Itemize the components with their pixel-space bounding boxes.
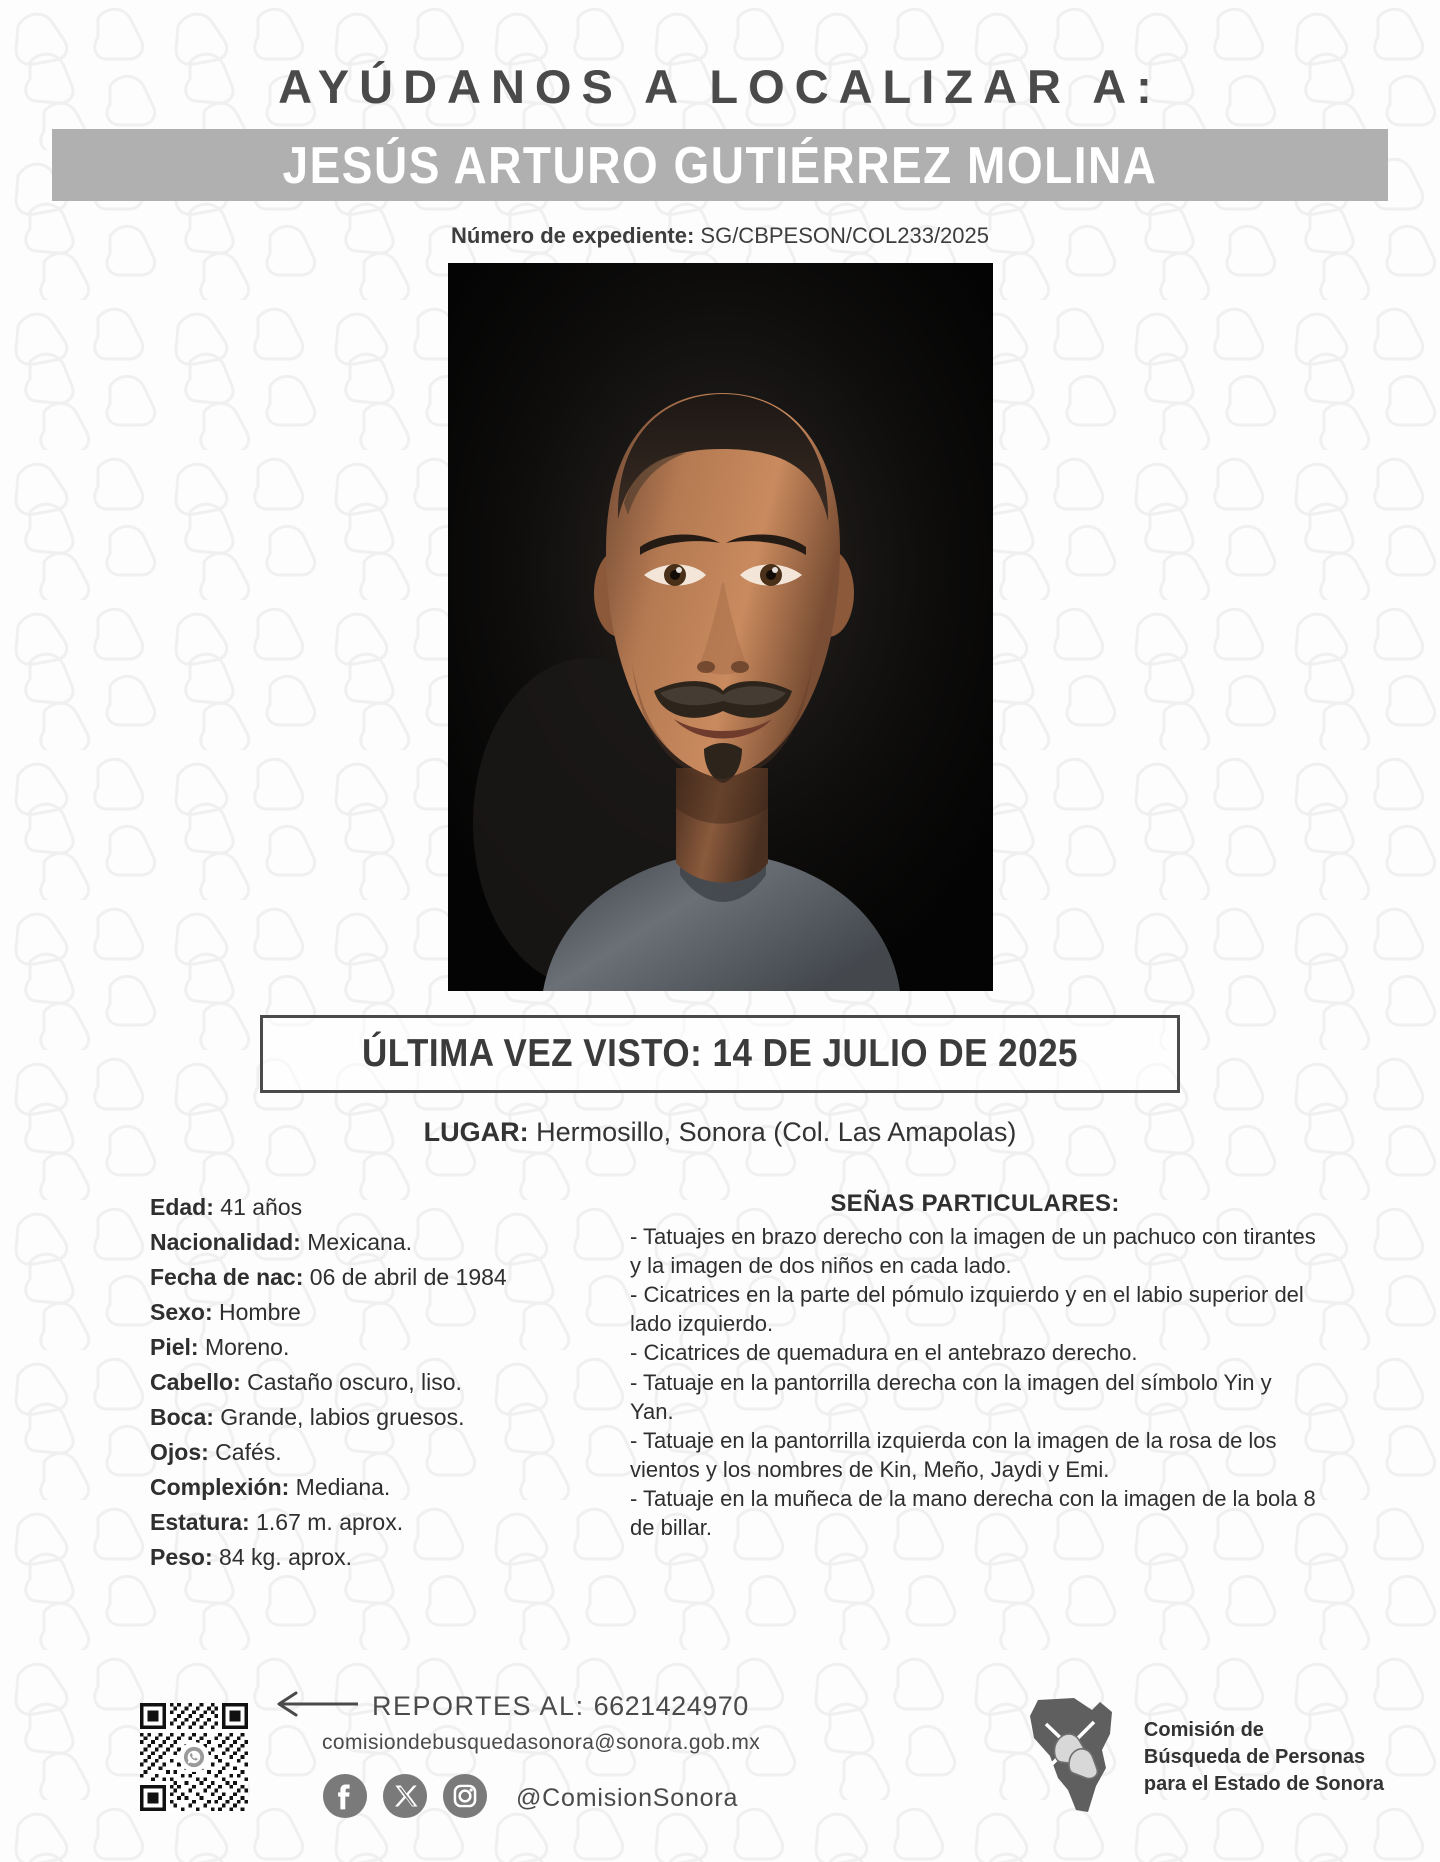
detail-label: Complexión:: [150, 1473, 290, 1500]
case-number: [24, 223, 1416, 249]
detail-row: [150, 1540, 620, 1575]
instagram-icon[interactable]: [442, 1773, 488, 1824]
detail-label: Edad:: [150, 1194, 214, 1221]
detail-value: Moreno.: [204, 1334, 290, 1361]
brand-line-1: Comisión de: [1143, 1718, 1264, 1741]
distinguishing-mark-item: - Tatuajes en brazo derecho con la imagen de un pachuco con tirantes y la imagen de dos niños en cada lado.: [630, 1224, 1316, 1279]
detail-value: Cafés.: [215, 1439, 282, 1466]
detail-row: [150, 1470, 620, 1505]
qr-code[interactable]: [140, 1703, 248, 1811]
brand-line-2: Búsqueda de Personas: [1143, 1745, 1366, 1768]
distinguishing-mark-item: - Tatuaje en la pantorrilla derecha con la imagen del símbolo Yin y Yan.: [630, 1369, 1272, 1424]
detail-row: [150, 1330, 620, 1365]
social-handle[interactable]: @ComisionSonora: [516, 1784, 739, 1812]
detail-row: [150, 1260, 620, 1295]
reports-phone[interactable]: 6621424970: [593, 1691, 749, 1721]
detail-row: [150, 1400, 620, 1435]
last-seen-text: ÚLTIMA VEZ VISTO: 14 DE JULIO DE 2025: [361, 1032, 1079, 1076]
detail-value: Hombre: [219, 1299, 301, 1326]
contact-email[interactable]: comisiondebusquedasonora@sonora.gob.mx: [322, 1731, 761, 1754]
institution-brand: [1022, 1694, 1394, 1821]
last-seen-box: [260, 1015, 1180, 1093]
detail-row: [150, 1505, 620, 1540]
case-number-label: Número de expediente:: [451, 223, 695, 249]
whatsapp-icon: [179, 1742, 209, 1772]
place-label: LUGAR:: [423, 1117, 529, 1148]
detail-value: Mexicana.: [307, 1229, 413, 1256]
last-seen-place: [24, 1117, 1416, 1148]
x-twitter-icon[interactable]: [382, 1773, 428, 1824]
details-section: [24, 1190, 1416, 1574]
detail-value: Grande, labios gruesos.: [220, 1404, 465, 1431]
detail-row: [150, 1435, 620, 1470]
detail-value: Mediana.: [295, 1473, 391, 1500]
detail-label: Cabello:: [150, 1369, 241, 1396]
distinguishing-marks-section: [620, 1190, 1320, 1541]
detail-row: [150, 1190, 620, 1225]
distinguishing-mark-item: - Cicatrices de quemadura en el antebrazo derecho.: [630, 1340, 1138, 1366]
detail-value: Castaño oscuro, liso.: [247, 1369, 462, 1396]
detail-label: Ojos:: [150, 1439, 209, 1466]
detail-value: 06 de abril de 1984: [309, 1264, 507, 1291]
facebook-icon[interactable]: [322, 1773, 368, 1824]
reports-label: [372, 1691, 749, 1722]
institution-name: [1144, 1717, 1384, 1798]
detail-row: [150, 1365, 620, 1400]
distinguishing-marks-title: SEÑAS PARTICULARES:: [830, 1190, 1120, 1218]
sonora-state-map-hands-logo: [1022, 1694, 1130, 1821]
detail-value: 1.67 m. aprox.: [256, 1508, 404, 1535]
reports-row: [274, 1690, 1022, 1723]
contact-block: [248, 1690, 1022, 1824]
place-value: Hermosillo, Sonora (Col. Las Amapolas): [536, 1117, 1017, 1148]
detail-label: Fecha de nac:: [150, 1264, 304, 1291]
detail-label: Estatura:: [150, 1508, 250, 1535]
detail-label: Boca:: [150, 1404, 214, 1431]
distinguishing-mark-item: - Tatuaje en la pantorrilla izquierda con la imagen de la rosa de los vientos y los nombres de Kin, Meño, Jaydi y Emi.: [630, 1427, 1277, 1482]
detail-row: [150, 1295, 620, 1330]
detail-value: 41 años: [220, 1194, 303, 1221]
reports-text: REPORTES AL:: [372, 1691, 585, 1721]
physical-description-list: [150, 1190, 620, 1574]
person-name-band: [52, 129, 1388, 201]
missing-person-photo: [448, 263, 993, 991]
page-title: AYÚDANOS A LOCALIZAR A:: [278, 60, 1162, 113]
detail-label: Sexo:: [150, 1299, 213, 1326]
detail-row: [150, 1225, 620, 1260]
detail-value: 84 kg. aprox.: [219, 1543, 352, 1570]
distinguishing-mark-item: - Cicatrices en la parte del pómulo izquierdo y en el labio superior del lado izquierdo.: [630, 1282, 1304, 1337]
arrow-left-icon: [274, 1690, 360, 1723]
social-links: [322, 1773, 1022, 1824]
detail-label: Piel:: [150, 1334, 199, 1361]
brand-line-3: para el Estado de Sonora: [1143, 1772, 1384, 1795]
detail-label: Nacionalidad:: [150, 1229, 301, 1256]
poster-footer: [0, 1690, 1440, 1824]
detail-label: Peso:: [150, 1543, 213, 1570]
case-number-value: SG/CBPESON/COL233/2025: [700, 223, 989, 249]
person-name: JESÚS ARTURO GUTIÉRREZ MOLINA: [282, 136, 1158, 195]
distinguishing-mark-item: - Tatuaje en la muñeca de la mano derecha con la imagen de la bola 8 de billar.: [630, 1485, 1316, 1540]
